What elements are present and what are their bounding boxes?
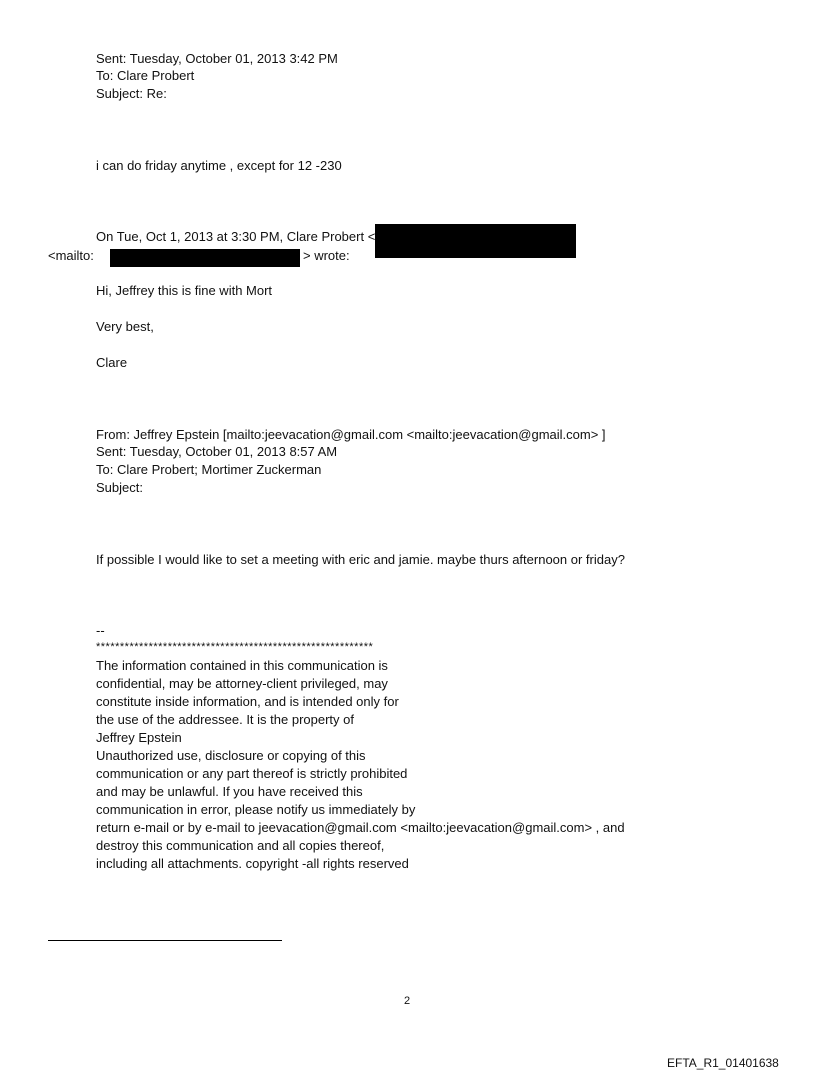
quote-mailto-prefix: <mailto: xyxy=(48,248,94,263)
original-subject-line: Subject: xyxy=(96,480,143,495)
disclaimer-line: The information contained in this communication is xyxy=(96,658,388,673)
disclaimer-line: return e-mail or by e-mail to jeevacation@gmail.com <mailto:jeevacation@gmail.com> , and xyxy=(96,820,625,835)
signature-stars: ********************************************************** xyxy=(96,641,374,653)
quoted-signoff: Very best, xyxy=(96,319,154,334)
disclaimer-line: communication in error, please notify us immediately by xyxy=(96,802,416,817)
disclaimer-line: and may be unlawful. If you have received this xyxy=(96,784,363,799)
disclaimer-line: confidential, may be attorney-client privileged, may xyxy=(96,676,388,691)
original-to-line: To: Clare Probert; Mortimer Zuckerman xyxy=(96,462,322,477)
original-sent-line: Sent: Tuesday, October 01, 2013 8:57 AM xyxy=(96,444,338,459)
reply-body: i can do friday anytime , except for 12 -230 xyxy=(96,158,342,173)
quoted-name: Clare xyxy=(96,355,128,370)
original-from-line: From: Jeffrey Epstein [mailto:jeevacation@gmail.com <mailto:jeevacation@gmail.com> ] xyxy=(96,427,606,442)
disclaimer-line: Jeffrey Epstein xyxy=(96,730,182,745)
disclaimer-line: the use of the addressee. It is the property of xyxy=(96,712,354,727)
document-id: EFTA_R1_01401638 xyxy=(667,1056,779,1070)
reply-to-line: To: Clare Probert xyxy=(96,68,195,83)
disclaimer-line: constitute inside information, and is intended only for xyxy=(96,694,399,709)
disclaimer-line: destroy this communication and all copies thereof, xyxy=(96,838,385,853)
signature-dashes: -- xyxy=(96,623,105,638)
redaction-email-2 xyxy=(110,249,300,267)
quote-header-line: On Tue, Oct 1, 2013 at 3:30 PM, Clare Probert < xyxy=(96,229,376,244)
reply-subject-line: Subject: Re: xyxy=(96,86,167,101)
disclaimer-line: communication or any part thereof is strictly prohibited xyxy=(96,766,408,781)
reply-sent-line: Sent: Tuesday, October 01, 2013 3:42 PM xyxy=(96,51,338,66)
page-number: 2 xyxy=(404,995,411,1007)
quote-wrote: > wrote: xyxy=(303,248,350,263)
footnote-rule xyxy=(48,940,282,941)
original-body: If possible I would like to set a meeting with eric and jamie. maybe thurs afternoon or friday? xyxy=(96,552,625,567)
disclaimer-line: including all attachments. copyright -all rights reserved xyxy=(96,856,409,871)
disclaimer-line: Unauthorized use, disclosure or copying of this xyxy=(96,748,366,763)
redaction-email-1 xyxy=(375,224,576,258)
quoted-greeting: Hi, Jeffrey this is fine with Mort xyxy=(96,283,273,298)
